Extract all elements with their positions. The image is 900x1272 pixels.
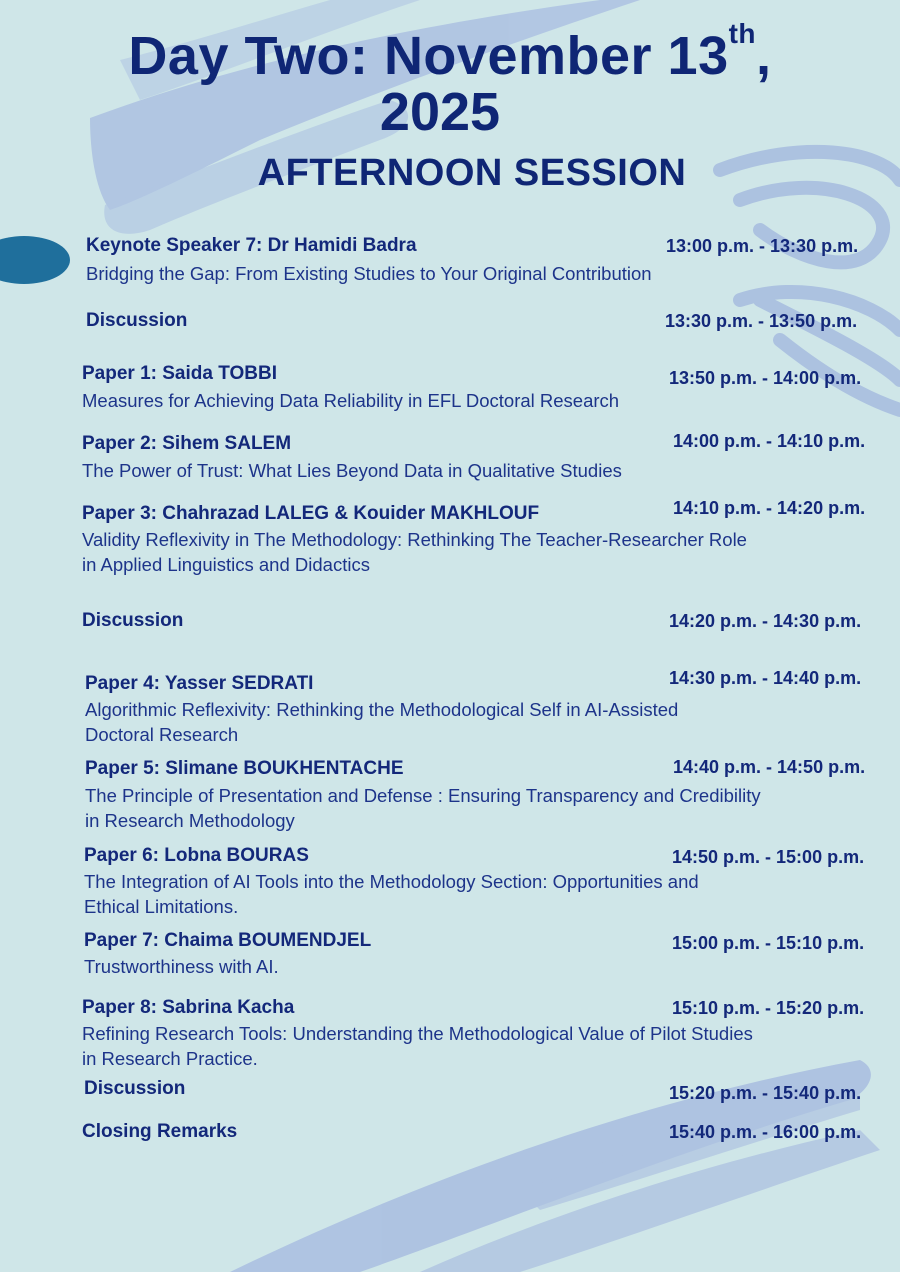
talk-title: Trustworthiness with AI.	[84, 956, 279, 977]
item-label: Paper 7: Chaima BOUMENDJEL	[84, 930, 372, 951]
item-time: 14:10 p.m. - 14:20 p.m.	[673, 498, 866, 518]
talk-title: Ethical Limitations.	[84, 896, 239, 917]
talk-title: in Research Methodology	[85, 810, 295, 831]
item-label: Paper 4: Yasser SEDRATI	[85, 673, 314, 694]
decorative-blue-blob	[0, 236, 72, 284]
title-main: Day Two: November 13	[128, 26, 729, 86]
talk-title: Measures for Achieving Data Reliability in EFL Doctoral Research	[82, 390, 620, 411]
page-title	[0, 18, 900, 86]
talk-title: Doctoral Research	[85, 724, 239, 745]
item-label: Discussion	[84, 1078, 186, 1099]
title-year: 2025	[379, 82, 501, 142]
talk-title: The Principle of Presentation and Defense : Ensuring Transparency and Credibility	[85, 785, 761, 806]
item-time: 15:40 p.m. - 16:00 p.m.	[669, 1122, 862, 1142]
session-heading: AFTERNOON SESSION	[257, 152, 687, 194]
item-time: 14:50 p.m. - 15:00 p.m.	[672, 847, 865, 867]
item-label: Discussion	[82, 610, 184, 631]
item-time: 14:20 p.m. - 14:30 p.m.	[669, 611, 862, 631]
item-label: Paper 5: Slimane BOUKHENTACHE	[85, 758, 404, 779]
talk-title: Algorithmic Reflexivity: Rethinking the Methodological Self in AI-Assisted	[85, 699, 679, 720]
item-time: 14:40 p.m. - 14:50 p.m.	[673, 757, 866, 777]
talk-title: The Integration of AI Tools into the Methodology Section: Opportunities and	[84, 871, 699, 892]
item-label: Paper 6: Lobna BOURAS	[84, 845, 309, 866]
item-time: 15:20 p.m. - 15:40 p.m.	[669, 1083, 862, 1103]
item-label: Paper 2: Sihem SALEM	[82, 433, 292, 454]
item-time: 13:50 p.m. - 14:00 p.m.	[669, 368, 862, 388]
talk-title: in Applied Linguistics and Didactics	[82, 554, 370, 575]
item-time: 13:30 p.m. - 13:50 p.m.	[665, 311, 858, 331]
item-label: Closing Remarks	[82, 1121, 238, 1142]
item-time: 14:00 p.m. - 14:10 p.m.	[673, 431, 866, 451]
item-label: Keynote Speaker 7: Dr Hamidi Badra	[86, 235, 417, 256]
talk-title: The Power of Trust: What Lies Beyond Data in Qualitative Studies	[82, 460, 622, 481]
item-label: Paper 1: Saida TOBBI	[82, 363, 277, 384]
title-superscript: th	[728, 18, 757, 49]
talk-title: Validity Reflexivity in The Methodology: Rethinking The Teacher-Researcher Role	[82, 529, 747, 550]
item-label: Paper 3: Chahrazad LALEG & Kouider MAKHLOUF	[82, 503, 540, 524]
item-label: Paper 8: Sabrina Kacha	[82, 997, 295, 1018]
item-time: 14:30 p.m. - 14:40 p.m.	[669, 668, 862, 688]
talk-title: in Research Practice.	[82, 1048, 258, 1069]
talk-title: Bridging the Gap: From Existing Studies to Your Original Contribution	[86, 263, 652, 284]
item-label: Discussion	[86, 310, 188, 331]
item-time: 13:00 p.m. - 13:30 p.m.	[666, 236, 859, 256]
talk-title: Refining Research Tools: Understanding the Methodological Value of Pilot Studies	[82, 1023, 753, 1044]
title-comma: ,	[756, 26, 772, 86]
item-time: 15:00 p.m. - 15:10 p.m.	[672, 933, 865, 953]
item-time: 15:10 p.m. - 15:20 p.m.	[672, 998, 865, 1018]
